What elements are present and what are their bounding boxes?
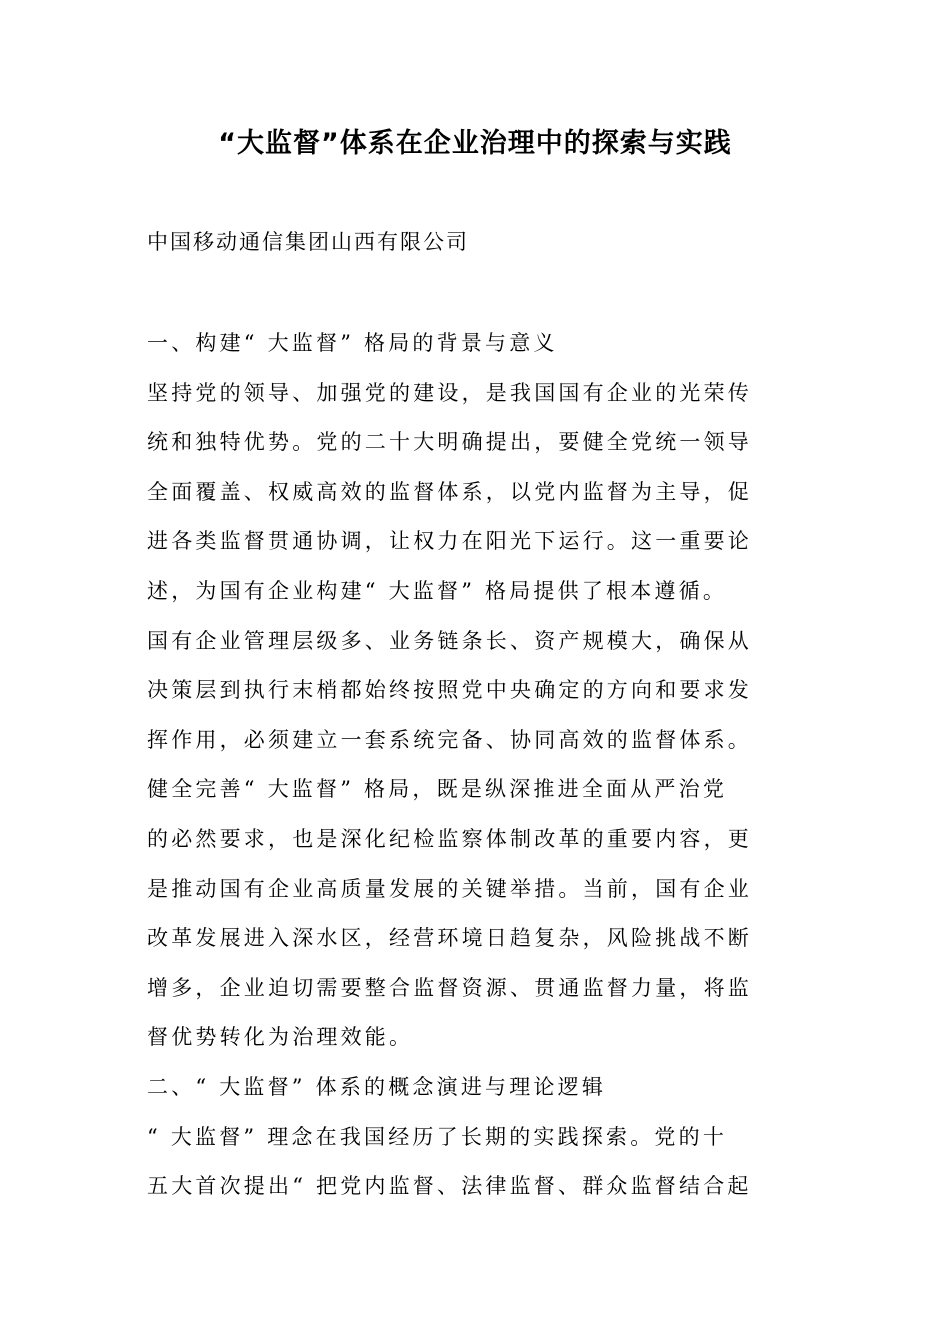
body-line: 健全完善“ 大监督” 格局，既是纵深推进全面从严治党 — [147, 777, 728, 802]
section-heading-1: 一、构建“ 大监督” 格局的背景与意义 — [147, 331, 558, 355]
body-line: 进各类监督贯通协调，让权力在阳光下运行。这一重要论 — [147, 529, 752, 554]
body-line: 全面覆盖、权威高效的监督体系，以党内监督为主导，促 — [147, 479, 752, 504]
document-title: “大监督”体系在企业治理中的探索与实践 — [218, 128, 732, 159]
document-body — [147, 319, 807, 1212]
body-line: 改革发展进入深水区，经营环境日趋复杂，风险挑战不断 — [147, 926, 752, 951]
section-heading-2: 二、“ 大监督” 体系的概念演进与理论逻辑 — [147, 1074, 607, 1099]
body-line: 的必然要求，也是深化纪检监察体制改革的重要内容，更 — [147, 826, 752, 851]
body-line: 坚持党的领导、加强党的建设，是我国国有企业的光荣传 — [147, 380, 752, 405]
body-line: 增多，企业迫切需要整合监督资源、贯通监督力量，将监 — [147, 975, 752, 1000]
body-line: “ 大监督” 理念在我国经历了长期的实践探索。党的十 — [147, 1124, 728, 1149]
body-line: 统和独特优势。党的二十大明确提出，要健全党统一领导 — [147, 430, 752, 455]
body-line: 述，为国有企业构建“ 大监督” 格局提供了根本遵循。 — [147, 578, 728, 603]
organization-name: 中国移动通信集团山西有限公司 — [147, 230, 469, 254]
body-line: 挥作用，必须建立一套系统完备、协同高效的监督体系。 — [147, 727, 752, 752]
body-line: 是推动国有企业高质量发展的关键举措。当前，国有企业 — [147, 876, 752, 901]
body-line: 督优势转化为治理效能。 — [147, 1025, 414, 1050]
body-line: 国有企业管理层级多、业务链条长、资产规模大，确保从 — [147, 628, 752, 653]
body-line: 五大首次提出“ 把党内监督、法律监督、群众监督结合起 — [147, 1174, 752, 1199]
body-line: 决策层到执行末梢都始终按照党中央确定的方向和要求发 — [147, 678, 752, 703]
